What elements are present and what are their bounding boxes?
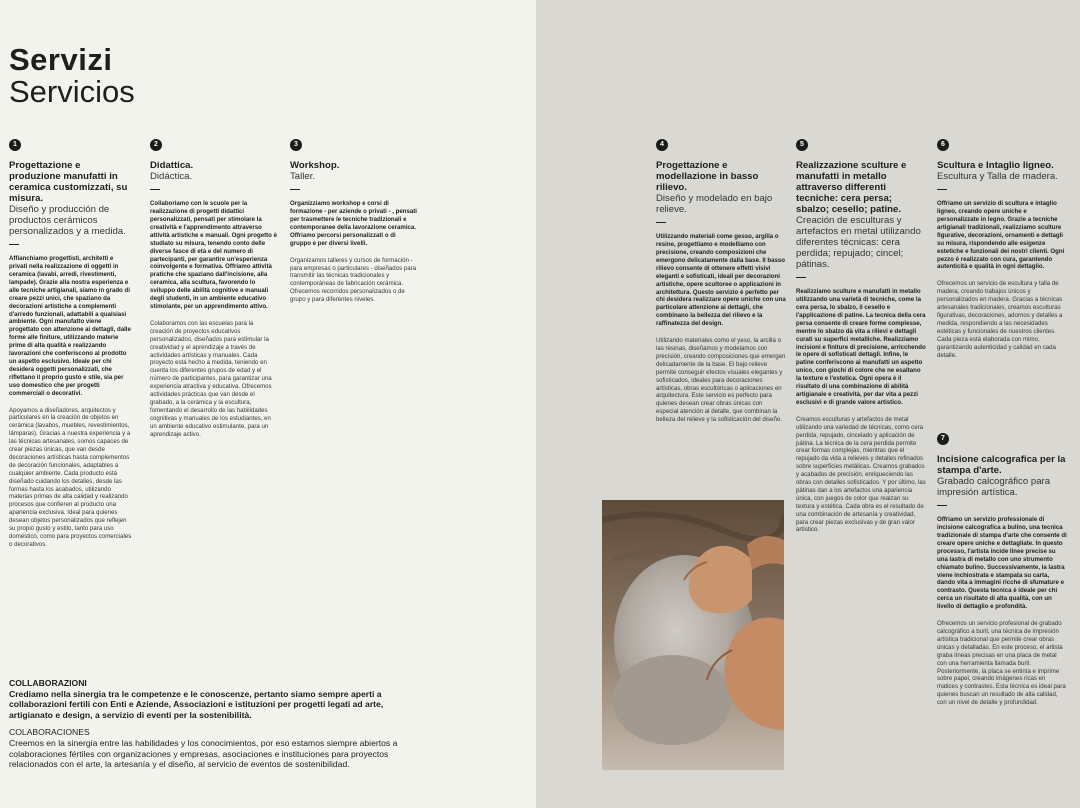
service-body-spanish: Ofrecemos un servicio de escultura y talla de madera, creando trabajos únicos y personalizados en madera. Gracias a técnicas artesanales tradicionales, creamos esculturas figurativas, decoraciones, adornos y detalles a medida, respondiendo a las necesidades estéticas y funcionales de nuestros clientes. Cada pieza está elaborada con mimo, garantizando autenticidad y calidad en cada detalle. — [937, 280, 1063, 359]
service-number-badge: 5 — [796, 139, 808, 151]
divider — [9, 244, 19, 245]
service-title-spanish: Creación de esculturas y artefactos en metal utilizando diferentes técnicas: cera perdida; repujado; cincel; pátinas. — [796, 215, 921, 270]
service-number-badge: 6 — [937, 139, 949, 151]
service-number-badge: 1 — [9, 139, 21, 151]
page-title-spanish: Servicios — [9, 74, 135, 109]
divider — [656, 222, 666, 223]
page-title-italian: Servizi — [9, 42, 113, 77]
service-body-italian: Organizziamo workshop e corsi di formazione - per aziende o privati - , pensati per trasmettere le tecniche tradizionali e contemporanee della lavorazione ceramica. Offriamo percorsi personalizzati o di gruppo e per diversi livelli. — [290, 200, 417, 247]
service-body-spanish: Colaboramos con las escuelas para la creación de proyectos educativos personalizados, diseñados para estimular la creatividad y el aprendizaje a través de actividades artísticas y manuales. Cada proyecto está hecho a medida, teniendo en cuenta los diferentes grupos de edad y el número de participantes, para garantizar una experiencia atractiva y educativa. Ofrecemos actividades prácticas que van desde el grabado, a la cerámica y la escultura, fomentando el desarrollo de las habilidades cognitivas y manuales de los estudiantes, en un ambiente educativo estimulante, para un aprendizaje activo. — [150, 319, 272, 438]
service-body-italian: Affianchiamo progettisti, architetti e privati nella realizzazione di oggetti in ceramica (lavabi, arredi, rivestimenti, lampade). Grazie alla nostra esperienza e alle tecniche artigianali, siamo in grado di creare pezzi unici, che spaziano da decorazioni artistiche a complementi d'arredo funzionali, adattabili a qualsiasi ambiente. Ogni manufatto viene progettato con attenzione ai dettagli, dalle forme alle finiture, utilizzando materie prime di alta qualità e realizzando lavorazioni che conferiscono al prodotto un aspetto esclusivo. Ideale per chi desidera oggetti personalizzati, che riflettano il proprio gusto e stile, sia per uso domestico che per progetti commerciali o decorativi. — [9, 255, 131, 397]
service-title-italian: Progettazione e produzione manufatti in ceramica customizzati, su misura. — [9, 160, 128, 204]
divider — [290, 189, 300, 190]
service-2 — [150, 139, 278, 438]
service-number-badge: 7 — [937, 433, 949, 445]
service-7 — [937, 433, 1067, 707]
divider — [937, 505, 947, 506]
service-title-italian: Scultura e Intaglio ligneo. — [937, 160, 1054, 171]
service-title-italian: Progettazione e modellazione in basso rilievo. — [656, 160, 759, 193]
service-title-spanish: Diseño y producción de productos cerámicos personalizados y a medida. — [9, 204, 126, 237]
service-body-italian: Realizziamo sculture e manufatti in metallo utilizzando una varietà di tecniche, come la cera persa, lo sbalzo, il cesello e l'applicazione di patine. La tecnica della cera persa consente di creare forme complesse, mentre lo sbalzo dà vita a rilievi e dettagli curati su superfici metalliche. Realizziamo incisioni e finiture di precisione, arricchendo le opere di sofisticati dettagli. Infine, le patine conferiscono ai manufatti un aspetto unico, con giochi di colore che ne esaltano la texture e l'estetica. Ogni opera è il risultato di una combinazione di abilità artigianale e creatività, per dar vita a pezzi esclusivi e di grande valore artistico. — [796, 288, 926, 406]
service-body-italian: Collaboriamo con le scuole per la realizzazione di progetti didattici personalizzati, pensati per stimolare la creatività e l'apprendimento attraverso attività artistiche e manuali. Ogni progetto è studiato su misura, tenendo conto delle diverse fasce di età e del numero di partecipanti, per garantire un'esperienza coinvolgente e formativa. Offriamo attività pratiche che spaziano dall'incisione, alla ceramica, alla scultura, favorendo lo sviluppo delle abilità cognitive e manuali degli studenti, in un ambiente educativo stimolante, per un apprendimento attivo. — [150, 200, 277, 310]
service-body-italian: Offriamo un servizio di scultura e intaglio ligneo, creando opere uniche e personalizzate in legno. Grazie a tecniche artigianali tradizionali, realizziamo sculture figurative, decorazioni, ornamenti e dettagli su misura, rispondendo alle esigenze estetiche e funzionali dei nostri clienti. Ogni pezzo è realizzato con cura, garantendo autenticità e qualità in ogni dettaglio. — [937, 200, 1065, 271]
service-title-spanish: Grabado calcográfico para impresión artística. — [937, 476, 1051, 498]
service-title-spanish: Escultura y Talla de madera. — [937, 171, 1058, 182]
divider — [796, 277, 806, 278]
service-1 — [9, 139, 133, 549]
service-title-spanish: Diseño y modelado en bajo relieve. — [656, 193, 773, 215]
service-number-badge: 4 — [656, 139, 668, 151]
divider — [937, 189, 947, 190]
collaborations-body-spanish: Creemos en la sinergia entre las habilidades y los conocimientos, por eso estamos siempre abiertos a colaboraciones fértiles con organizaciones y empresas, asociaciones e instituciones para proyectos relacionados con el arte, la artesanía y el diseño, al servicio de eventos de sostenibilidad. — [9, 737, 398, 770]
service-body-italian: Offriamo un servizio professionale di incisione calcografica a bulino, una tecnica tradizionale di stampa d'arte che consente di creare opere uniche e dettagliate. In questo processo, l'artista incide linee precise su una lastra di metallo con uno strumento chiamato bulino. Successivamente, la lastra viene inchiostrata e stampata su carta, dando vita a immagini ricche di sfumature e contrasto. Questa tecnica è ideale per chi cerca un risultato di alta qualità, con un livello di dettaglio e profondità. — [937, 516, 1067, 611]
service-number-badge: 2 — [150, 139, 162, 151]
service-body-spanish: Ofrecemos un servicio profesional de grabado calcográfico a buril, una técnica de impresión artística tradicional que permite crear obras únicas y detalladas. En este proceso, el artista graba líneas precisas en una placa de metal con una herramienta llamada buril. Posteriormente, la placa se entinta e imprime sobre papel, creando imágenes ricas en matices y contrastes. Esta técnica es ideal para quienes buscan un resultado de alta calidad, con un nivel de detalle y profundidad. — [937, 620, 1066, 707]
service-body-spanish: Organizamos talleres y cursos de formación - para empresas o particulares - diseñados para transmitir las técnicas tradicionales y contemporáneas de fabricación cerámica. Ofrecemos recorridos personalizados o de grupo y para diferentes niveles. — [290, 256, 417, 304]
service-body-spanish: Utilizando materiales como el yeso, la arcilla o las resinas, diseñamos y modelamos con precisión, creando composiciones que emergen delicadamente de la base. El bajo relieve permite conseguir efectos visuales elegantes y sofisticados, ideales para decoraciones artísticas, obras escultóricas o aplicaciones en arquitectura. Este servicio es perfecto para quienes desean crear obras únicas con especial atención al detalle, que combinan la belleza del relieve y la sofisticación del diseño. — [656, 337, 786, 424]
clay-hands-photo — [602, 500, 784, 770]
service-title-spanish: Taller. — [290, 171, 316, 182]
clay-hands-illustration — [602, 500, 784, 770]
service-title-italian: Incisione calcografica per la stampa d'arte. — [937, 454, 1066, 476]
service-number-badge: 3 — [290, 139, 302, 151]
service-5 — [796, 139, 926, 534]
collaborations-section — [9, 678, 429, 770]
collaborations-body-italian: Crediamo nella sinergia tra le competenze e le conoscenze, pertanto siamo sempre aperti a collaborazioni fertili con Enti e Aziende, Associazioni e istituzioni per progetti legati ad arte, artigianato e design, a servizio di eventi per la sostenibilità. — [9, 688, 384, 720]
service-title-italian: Realizzazione sculture e manufatti in metallo attraverso differenti tecniche: cera persa; sbalzo; cesello; patine. — [796, 160, 907, 215]
collaborations-title-italian: COLLABORAZIONI — [9, 678, 87, 688]
divider — [150, 189, 160, 190]
service-body-italian: Utilizzando materiali come gesso, argilla o resine, progettiamo e modelliamo con precisione, creando composizioni che emergono delicatamente dalla base. Il basso rilievo consente di ottenere effetti visivi eleganti e sofisticati, ideali per decorazioni artistiche, opere scultoree o applicazioni in architettura. Questo servizio è perfetto per chi desidera realizzare opere uniche con una particolare attenzione ai dettagli, che combinano la bellezza del rilievo e la raffinatezza del design. — [656, 233, 786, 328]
service-title-italian: Workshop. — [290, 160, 340, 171]
service-title-spanish: Didáctica. — [150, 171, 193, 182]
service-4 — [656, 139, 786, 424]
service-body-spanish: Creamos esculturas y artefactos de metal utilizando una variedad de técnicas, como cera perdida, repujado, cincelado y aplicación de pátina. La técnica de la cera perdida permite crear formas complejas, mientras que el repujado da vida a relieves y detalles refinados sobre superficies metálicas. Creamos grabados y acabados de precisión, enriqueciendo las obras con detalles sofisticados. Y por último, las pátinas dan a los artefactos una apariencia única, con juegos de color que realzan su textura y estética. Cada obra es el resultado de una combinación de artesanía y creatividad, para crear piezas exclusivas y de gran valor artístico. — [796, 415, 926, 534]
service-body-spanish: Apoyamos a diseñadores, arquitectos y particulares en la creación de objetos en cerámica (lavabos, muebles, revestimientos, lámparas). Gracias a nuestra experiencia y a las técnicas artesanales, somos capaces de crear piezas únicas, que van desde decoraciones artísticas hasta complementos de decoración funcionales, adaptables a cualquier ambiente. Cada producto está diseñado cuidando los detalles, desde las formas hasta los acabados, utilizando materias primas de alta calidad y realizando procesos que confieren al producto una apariencia exclusiva. Ideal para quienes desean objetos personalizados que reflejen su propio gusto y estilo, tanto para uso doméstico, como para proyectos comerciales o decorativos. — [9, 406, 132, 548]
service-6 — [937, 139, 1067, 359]
collaborations-title-spanish: COLABORACIONES — [9, 727, 90, 738]
service-3 — [290, 139, 418, 304]
service-title-italian: Didattica. — [150, 160, 194, 171]
